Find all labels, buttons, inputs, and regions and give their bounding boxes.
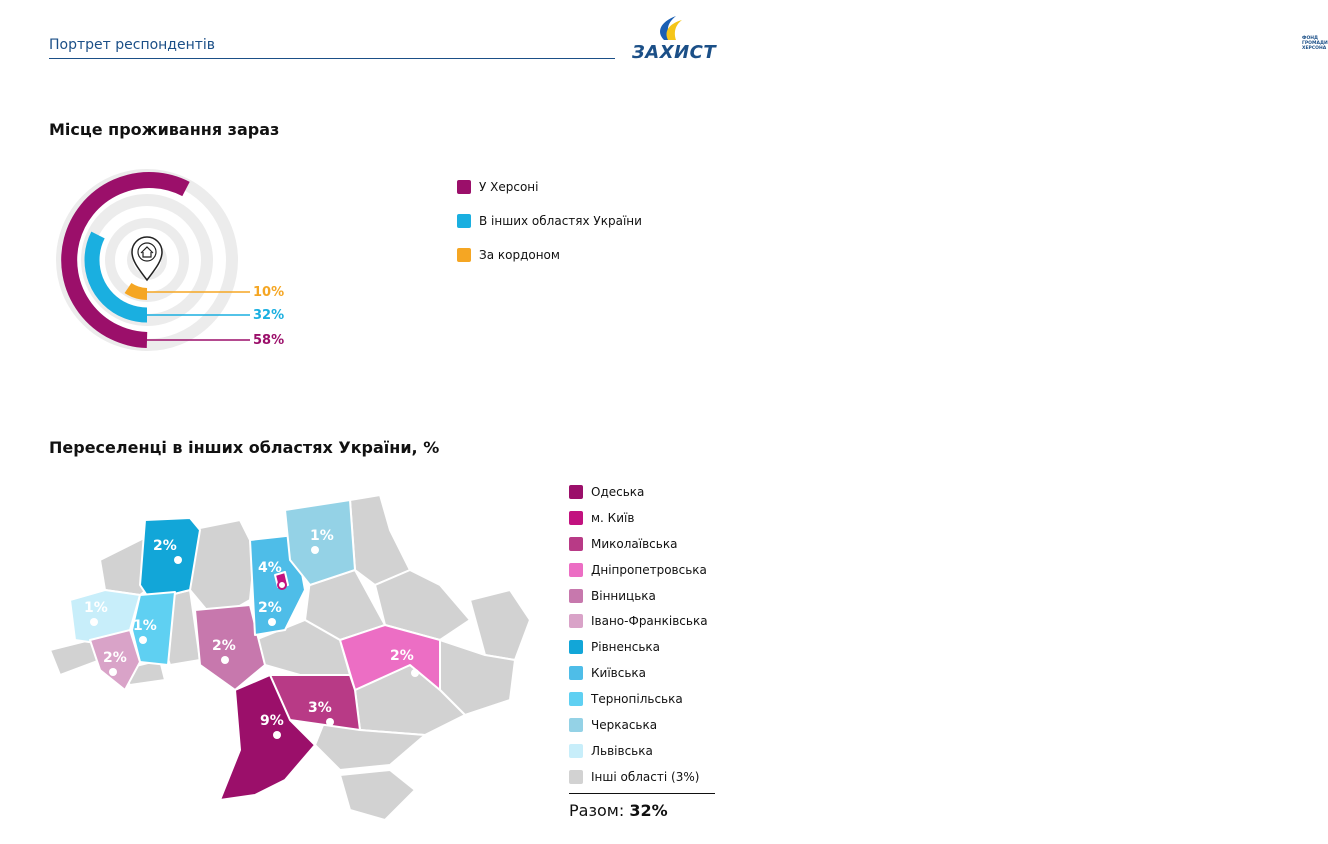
label-lvivska: 1% [84, 600, 108, 616]
label-ternopilska: 1% [133, 618, 157, 634]
kherson-value: 58% [253, 333, 285, 348]
label-cherkaska: 1% [310, 528, 334, 544]
region-other-sumy [350, 495, 410, 585]
legend-item: Івано-Франківська [569, 608, 708, 634]
legend-item: Рівненська [569, 634, 708, 660]
label-ivano: 2% [103, 650, 127, 666]
legend-item: Вінницька [569, 583, 708, 609]
legend-swatch [457, 180, 471, 194]
label-dnipro: 2% [390, 648, 414, 664]
label-rivnenska: 2% [153, 538, 177, 554]
abroad-arc [128, 288, 147, 294]
section-title-residence: Місце проживання зараз [49, 120, 280, 139]
legend-item: м. Київ [569, 505, 708, 531]
logo-subtitle: ФОНД ГРОМАДИ ХЕРСОНА [1302, 36, 1328, 51]
other-oblasts-value: 32% [253, 308, 285, 323]
legend-item: Київська [569, 660, 708, 686]
legend-swatch [457, 214, 471, 228]
legend-item: Львівська [569, 738, 708, 764]
region-rivnenska [140, 518, 200, 600]
legend-item: Інші області (3%) [569, 764, 708, 790]
ukraine-map [40, 490, 540, 835]
total-value: 32% [629, 801, 668, 820]
idp-legend [569, 479, 708, 790]
abroad-value: 10% [253, 285, 285, 300]
legend-item: Тернопільська [569, 686, 708, 712]
region-other-luhansk [470, 590, 530, 660]
residence-radial-chart [40, 160, 300, 360]
header-title: Портрет респондентів [49, 37, 216, 53]
label-mykolaivska: 3% [308, 700, 332, 716]
legend-item: Миколаївська [569, 531, 708, 557]
total-divider [569, 793, 715, 794]
header-divider [49, 58, 615, 59]
legend-item: Черкаська [569, 712, 708, 738]
logo-flag-icon [646, 14, 686, 44]
legend-item: Одеська [569, 479, 708, 505]
region-other-crimea [340, 770, 415, 820]
logo-wordmark: ЗАХИСТ [632, 42, 717, 63]
total-summary [569, 801, 668, 820]
legend-swatch [457, 248, 471, 262]
total-label: Разом: [569, 801, 625, 820]
label-kyiv: 4% [258, 560, 282, 576]
label-odeska: 9% [260, 713, 284, 729]
legend-item-abroad: За кордоном [457, 238, 642, 272]
label-kyivska: 2% [258, 600, 282, 616]
residence-legend [457, 170, 642, 272]
zakhyst-logo [632, 14, 1328, 66]
legend-item-kherson: У Херсоні [457, 170, 642, 204]
section-title-idps: Переселенці в інших областях України, % [49, 438, 440, 457]
legend-item: Дніпропетровська [569, 557, 708, 583]
legend-item-other-oblasts: В інших областях України [457, 204, 642, 238]
label-vinnytska: 2% [212, 638, 236, 654]
